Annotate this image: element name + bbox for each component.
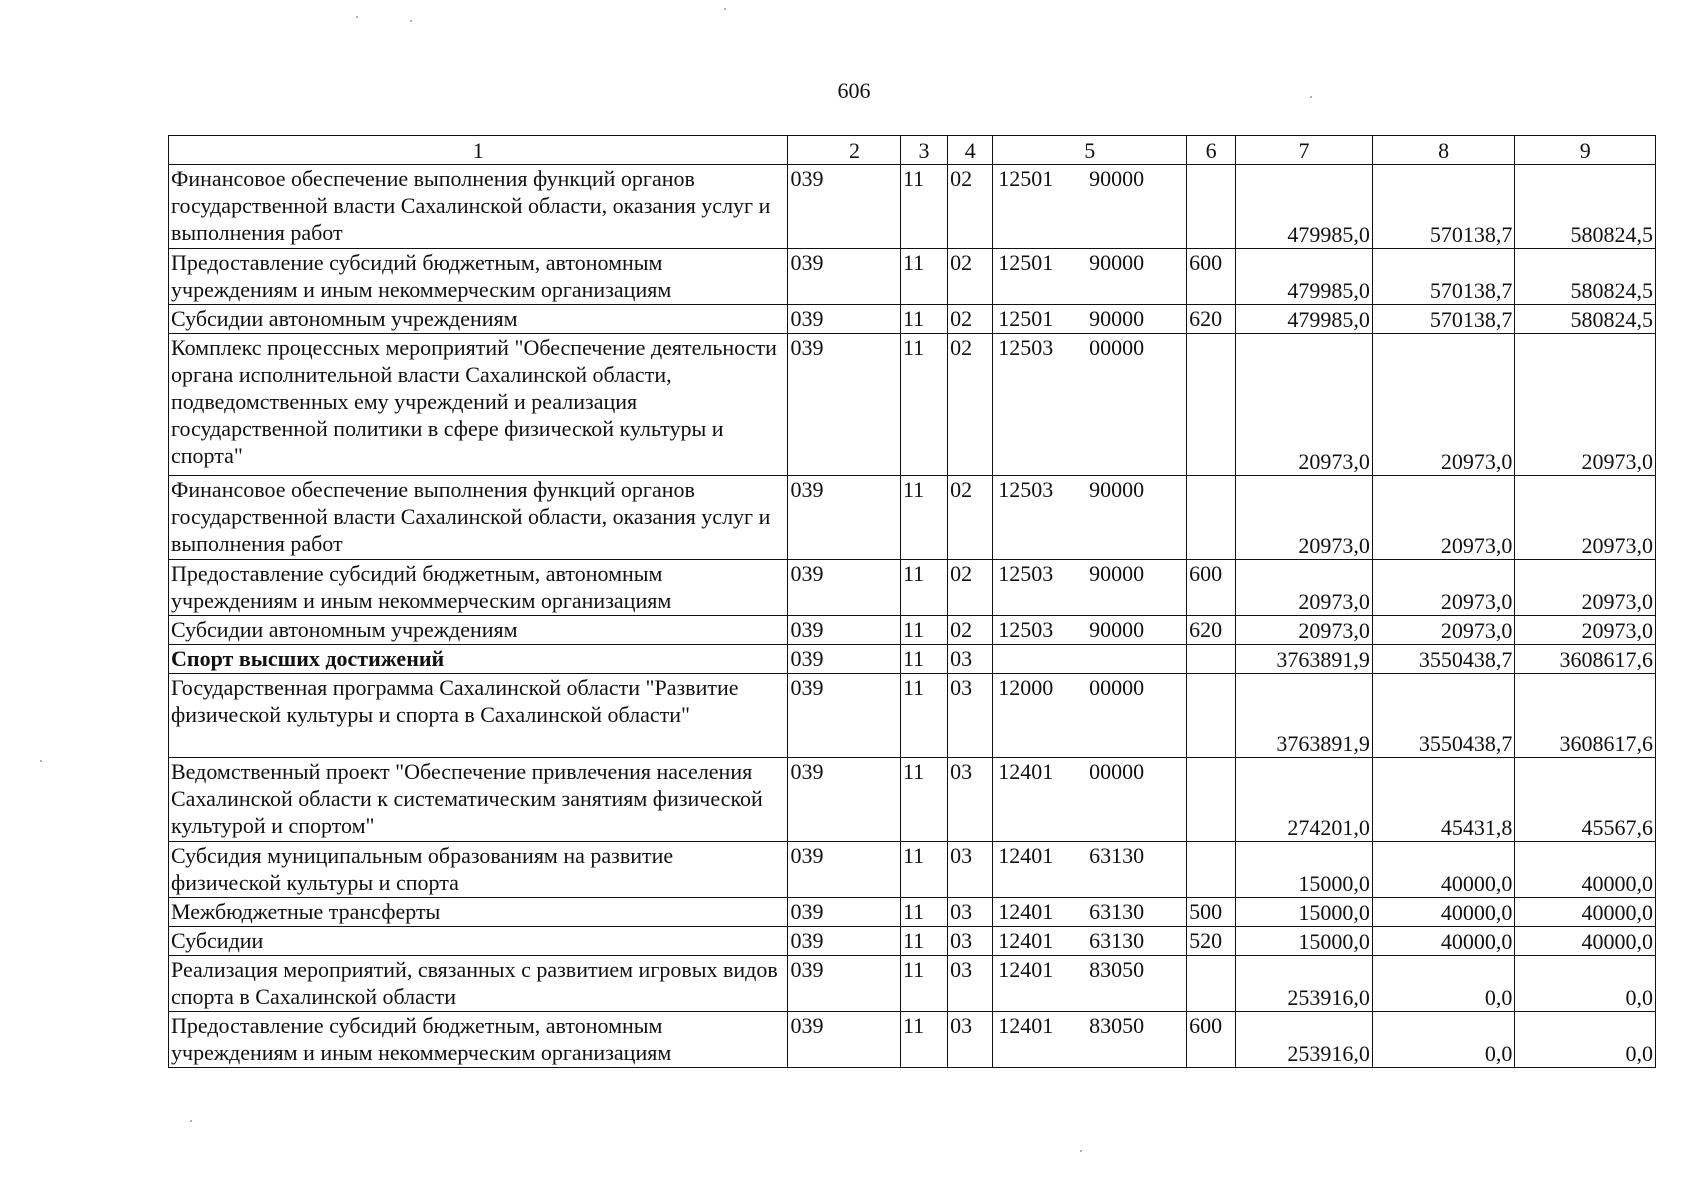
amount-col8: 20973,0	[1372, 334, 1515, 476]
amount-col9: 3608617,6	[1515, 645, 1656, 674]
code-col5	[993, 927, 1187, 956]
code-col4: 03	[948, 758, 993, 842]
code-col3: 11	[900, 758, 947, 842]
code-col6: 620	[1187, 305, 1236, 334]
amount-col7: 20973,0	[1236, 334, 1373, 476]
amount-col7: 479985,0	[1236, 305, 1373, 334]
code-col5-program: 12000	[998, 675, 1054, 700]
amount-col9: 40000,0	[1515, 842, 1656, 898]
code-col2: 039	[788, 927, 900, 956]
code-col5-direction: 00000	[1089, 759, 1145, 784]
amount-col9: 580824,5	[1515, 305, 1656, 334]
code-col5-direction: 63130	[1089, 843, 1145, 868]
row-name: Субсидия муниципальным образованиям на развитие физической культуры и спорта	[169, 842, 788, 898]
row-name: Субсидии	[169, 927, 788, 956]
code-col5-program: 12503	[998, 335, 1054, 360]
code-col5-program: 12501	[998, 166, 1054, 191]
code-col2: 039	[788, 674, 900, 758]
code-col5-program: 12503	[998, 617, 1054, 642]
code-col3: 11	[900, 476, 947, 560]
code-col5	[993, 674, 1187, 758]
amount-col7: 15000,0	[1236, 898, 1373, 927]
row-name: Субсидии автономным учреждениям	[169, 616, 788, 645]
code-col5	[993, 1012, 1187, 1068]
amount-col8: 570138,7	[1372, 249, 1515, 305]
code-col5-program: 12401	[998, 759, 1054, 784]
code-col2: 039	[788, 898, 900, 927]
table-row	[169, 898, 1656, 927]
column-header: 8	[1372, 136, 1515, 165]
code-col6	[1187, 758, 1236, 842]
amount-col9: 20973,0	[1515, 476, 1656, 560]
row-name: Комплекс процессных мероприятий "Обеспечение деятельности органа исполнительной власти Сахалинской области, подведомственных ему учреждений и реализация государственной политики в сфере физической культуры и спорта"	[169, 334, 788, 476]
amount-col7: 479985,0	[1236, 249, 1373, 305]
code-col3: 11	[900, 616, 947, 645]
amount-col8: 3550438,7	[1372, 645, 1515, 674]
code-col2: 039	[788, 165, 900, 249]
amount-col8: 40000,0	[1372, 842, 1515, 898]
code-col5-program: 12401	[998, 1013, 1054, 1038]
row-name: Предоставление субсидий бюджетным, автономным учреждениям и иным некоммерческим организациям	[169, 1012, 788, 1068]
code-col2: 039	[788, 1012, 900, 1068]
code-col4: 03	[948, 1012, 993, 1068]
code-col4: 02	[948, 616, 993, 645]
amount-col8: 20973,0	[1372, 616, 1515, 645]
code-col5	[993, 249, 1187, 305]
code-col4: 03	[948, 674, 993, 758]
code-col3: 11	[900, 645, 947, 674]
row-name: Межбюджетные трансферты	[169, 898, 788, 927]
code-col6	[1187, 165, 1236, 249]
amount-col7: 253916,0	[1236, 956, 1373, 1012]
code-col4: 03	[948, 645, 993, 674]
amount-col8: 40000,0	[1372, 898, 1515, 927]
code-col5-program: 12503	[998, 561, 1054, 586]
code-col5	[993, 334, 1187, 476]
code-col3: 11	[900, 898, 947, 927]
code-col6: 600	[1187, 1012, 1236, 1068]
amount-col9: 580824,5	[1515, 249, 1656, 305]
amount-col9: 0,0	[1515, 956, 1656, 1012]
amount-col8: 3550438,7	[1372, 674, 1515, 758]
amount-col7: 3763891,9	[1236, 645, 1373, 674]
code-col5-direction: 63130	[1089, 928, 1145, 953]
table-row	[169, 1012, 1656, 1068]
code-col5	[993, 560, 1187, 616]
code-col3: 11	[900, 560, 947, 616]
code-col6	[1187, 476, 1236, 560]
code-col4: 03	[948, 927, 993, 956]
amount-col8: 570138,7	[1372, 305, 1515, 334]
table-row	[169, 249, 1656, 305]
code-col5	[993, 305, 1187, 334]
code-col3: 11	[900, 956, 947, 1012]
code-col3: 11	[900, 927, 947, 956]
code-col2: 039	[788, 956, 900, 1012]
table-row	[169, 674, 1656, 758]
amount-col8: 0,0	[1372, 1012, 1515, 1068]
table-body	[169, 136, 1656, 1068]
column-number-row	[169, 136, 1656, 165]
amount-col9: 0,0	[1515, 1012, 1656, 1068]
amount-col8: 570138,7	[1372, 165, 1515, 249]
row-name: Финансовое обеспечение выполнения функций органов государственной власти Сахалинской области, оказания услуг и выполнения работ	[169, 165, 788, 249]
row-name: Финансовое обеспечение выполнения функций органов государственной власти Сахалинской области, оказания услуг и выполнения работ	[169, 476, 788, 560]
amount-col9: 45567,6	[1515, 758, 1656, 842]
code-col5	[993, 165, 1187, 249]
table-row	[169, 956, 1656, 1012]
code-col3: 11	[900, 305, 947, 334]
row-name: Субсидии автономным учреждениям	[169, 305, 788, 334]
code-col5-direction: 90000	[1089, 166, 1145, 191]
code-col6	[1187, 956, 1236, 1012]
budget-table	[168, 135, 1656, 1068]
code-col5-program: 12503	[998, 477, 1054, 502]
amount-col8: 20973,0	[1372, 560, 1515, 616]
amount-col7: 253916,0	[1236, 1012, 1373, 1068]
code-col4: 02	[948, 165, 993, 249]
code-col6	[1187, 645, 1236, 674]
code-col5-program: 12501	[998, 306, 1054, 331]
code-col6: 520	[1187, 927, 1236, 956]
amount-col9: 20973,0	[1515, 560, 1656, 616]
amount-col8: 40000,0	[1372, 927, 1515, 956]
table-row	[169, 616, 1656, 645]
code-col6: 500	[1187, 898, 1236, 927]
column-header: 3	[900, 136, 947, 165]
amount-col9: 3608617,6	[1515, 674, 1656, 758]
row-name: Государственная программа Сахалинской области "Развитие физической культуры и спорта в Сахалинской области"	[169, 674, 788, 758]
code-col4: 02	[948, 560, 993, 616]
amount-col7: 20973,0	[1236, 560, 1373, 616]
amount-col7: 15000,0	[1236, 927, 1373, 956]
table-row	[169, 305, 1656, 334]
code-col3: 11	[900, 165, 947, 249]
code-col5-program: 12401	[998, 957, 1054, 982]
column-header: 9	[1515, 136, 1656, 165]
code-col5-direction: 90000	[1089, 250, 1145, 275]
code-col6	[1187, 334, 1236, 476]
table-row	[169, 842, 1656, 898]
amount-col7: 20973,0	[1236, 476, 1373, 560]
code-col5-direction: 90000	[1089, 306, 1145, 331]
code-col3: 11	[900, 1012, 947, 1068]
column-header: 2	[788, 136, 900, 165]
code-col2: 039	[788, 842, 900, 898]
amount-col7: 274201,0	[1236, 758, 1373, 842]
code-col2: 039	[788, 616, 900, 645]
amount-col7: 479985,0	[1236, 165, 1373, 249]
amount-col9: 20973,0	[1515, 334, 1656, 476]
code-col5	[993, 956, 1187, 1012]
code-col2: 039	[788, 758, 900, 842]
code-col5	[993, 842, 1187, 898]
code-col4: 03	[948, 898, 993, 927]
code-col5	[993, 476, 1187, 560]
code-col2: 039	[788, 305, 900, 334]
code-col5-direction: 63130	[1089, 899, 1145, 924]
code-col6: 600	[1187, 249, 1236, 305]
code-col4: 02	[948, 334, 993, 476]
code-col4: 03	[948, 842, 993, 898]
amount-col7: 20973,0	[1236, 616, 1373, 645]
code-col5-direction: 83050	[1089, 957, 1145, 982]
table-row	[169, 334, 1656, 476]
row-name: Предоставление субсидий бюджетным, автономным учреждениям и иным некоммерческим организациям	[169, 249, 788, 305]
amount-col9: 40000,0	[1515, 898, 1656, 927]
code-col4: 03	[948, 956, 993, 1012]
table-row	[169, 165, 1656, 249]
column-header: 7	[1236, 136, 1373, 165]
code-col5-direction: 00000	[1089, 335, 1145, 360]
column-header: 1	[169, 136, 788, 165]
column-header: 5	[993, 136, 1187, 165]
code-col5	[993, 645, 1187, 674]
code-col2: 039	[788, 334, 900, 476]
row-name: Реализация мероприятий, связанных с развитием игровых видов спорта в Сахалинской области	[169, 956, 788, 1012]
amount-col8: 20973,0	[1372, 476, 1515, 560]
table-row	[169, 476, 1656, 560]
table-row	[169, 560, 1656, 616]
code-col5	[993, 616, 1187, 645]
amount-col9: 40000,0	[1515, 927, 1656, 956]
code-col5-direction: 90000	[1089, 561, 1145, 586]
code-col5-program: 12501	[998, 250, 1054, 275]
amount-col9: 580824,5	[1515, 165, 1656, 249]
row-name: Ведомственный проект "Обеспечение привлечения населения Сахалинской области к систематическим занятиям физической культурой и спортом"	[169, 758, 788, 842]
code-col2: 039	[788, 476, 900, 560]
code-col5-direction: 00000	[1089, 675, 1145, 700]
code-col3: 11	[900, 842, 947, 898]
code-col6	[1187, 674, 1236, 758]
amount-col8: 0,0	[1372, 956, 1515, 1012]
code-col3: 11	[900, 674, 947, 758]
table-row	[169, 645, 1656, 674]
code-col6: 620	[1187, 616, 1236, 645]
amount-col7: 15000,0	[1236, 842, 1373, 898]
code-col5-direction: 90000	[1089, 617, 1145, 642]
code-col2: 039	[788, 560, 900, 616]
code-col2: 039	[788, 249, 900, 305]
amount-col7: 3763891,9	[1236, 674, 1373, 758]
table-row	[169, 758, 1656, 842]
code-col3: 11	[900, 334, 947, 476]
code-col6: 600	[1187, 560, 1236, 616]
amount-col9: 20973,0	[1515, 616, 1656, 645]
code-col2: 039	[788, 645, 900, 674]
column-header: 4	[948, 136, 993, 165]
page-number: 606	[837, 78, 871, 103]
row-name: Спорт высших достижений	[169, 645, 788, 674]
table-row	[169, 927, 1656, 956]
code-col5-direction: 83050	[1089, 1013, 1145, 1038]
code-col4: 02	[948, 305, 993, 334]
code-col5-program: 12401	[998, 928, 1054, 953]
code-col6	[1187, 842, 1236, 898]
row-name: Предоставление субсидий бюджетным, автономным учреждениям и иным некоммерческим организациям	[169, 560, 788, 616]
code-col5-program: 12401	[998, 899, 1054, 924]
code-col5-program: 12401	[998, 843, 1054, 868]
code-col5	[993, 898, 1187, 927]
code-col5-direction: 90000	[1089, 477, 1145, 502]
code-col4: 02	[948, 476, 993, 560]
column-header: 6	[1187, 136, 1236, 165]
amount-col8: 45431,8	[1372, 758, 1515, 842]
code-col5	[993, 758, 1187, 842]
code-col3: 11	[900, 249, 947, 305]
code-col4: 02	[948, 249, 993, 305]
